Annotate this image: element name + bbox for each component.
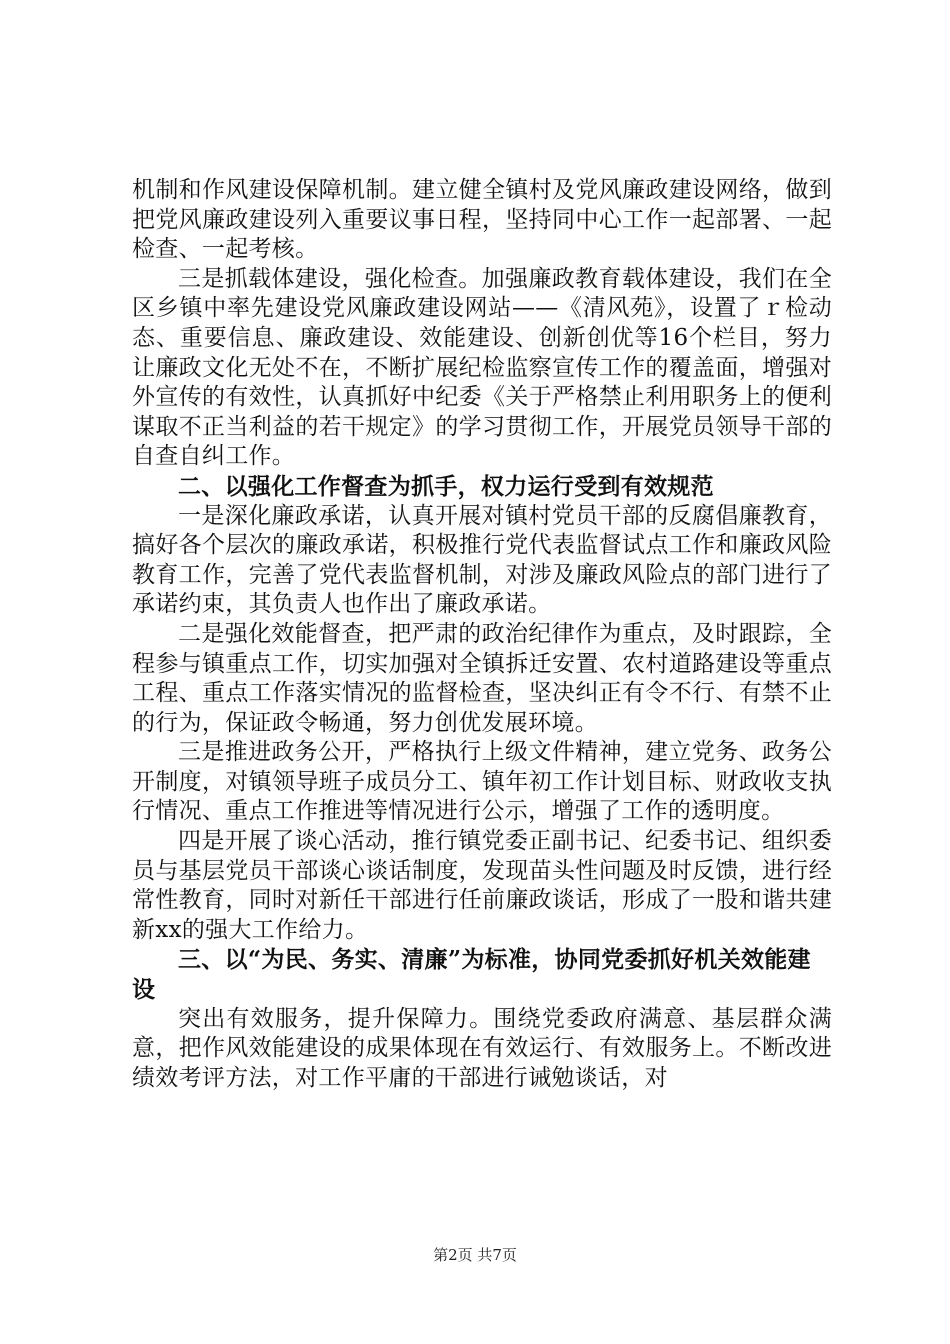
paragraph: 四是开展了谈心活动，推行镇党委正副书记、纪委书记、组织委员与基层党员干部谈心谈话制度，发现苗头性问题及时反馈，进行经常性教育，同时对新任干部进行任前廉政谈话，形成了一股和谐共建新xx的强大工作给力。 (132, 828, 832, 943)
paragraph: 二是强化效能督查，把严肃的政治纪律作为重点，及时跟踪，全程参与镇重点工作，切实加强对全镇拆迁安置、农村道路建设等重点工程、重点工作落实情况的监督检查，坚决纠正有令不行、有禁不止的行为，保证政令畅通，努力创优发展环境。 (132, 620, 832, 736)
section-heading: 二、以强化工作督查为抓手，权力运行受到有效规范 (178, 472, 714, 500)
page-number-footer: 第2页 共7页 (433, 1246, 517, 1264)
document-body (132, 176, 832, 1093)
paragraph: 三是抓载体建设，强化检查。加强廉政教育载体建设，我们在全区乡镇中率先建设党风廉政建设网站——《清风苑》，设置了ｒ检动态、重要信息、廉政建设、效能建设、创新创优等16个栏目，努力让廉政文化无处不在，不断扩展纪检监察宣传工作的覆盖面，增强对外宣传的有效性，认真抓好中纪委《关于严格禁止利用职务上的便利谋取不正当利益的若干规定》的学习贯彻工作，开展党员领导干部的自查自纠工作。 (132, 265, 832, 470)
paragraph: 突出有效服务，提升保障力。围绕党委政府满意、基层群众满意，把作风效能建设的成果体现在有效运行、有效服务上。不断改进绩效考评方法，对工作平庸的干部进行诫勉谈话，对 (132, 1005, 832, 1091)
paragraph: 机制和作风建设保障机制。建立健全镇村及党风廉政建设网络，做到把党风廉政建设列入重要议事日程，坚持同中心工作一起部署、一起检查、一起考核。 (132, 177, 832, 263)
section-heading: 三、以“为民、务实、清廉”为标准，协同党委抓好机关效能建设 (132, 946, 811, 1004)
paragraph: 三是推进政务公开，严格执行上级文件精神，建立党务、政务公开制度，对镇领导班子成员分工、镇年初工作计划目标、财政收支执行情况、重点工作推进等情况进行公示，增强了工作的透明度。 (132, 739, 832, 825)
paragraph: 一是深化廉政承诺，认真开展对镇村党员干部的反腐倡廉教育，搞好各个层次的廉政承诺，积极推行党代表监督试点工作和廉政风险教育工作，完善了党代表监督机制，对涉及廉政风险点的部门进行了承诺约束，其负责人也作出了廉政承诺。 (132, 502, 832, 618)
